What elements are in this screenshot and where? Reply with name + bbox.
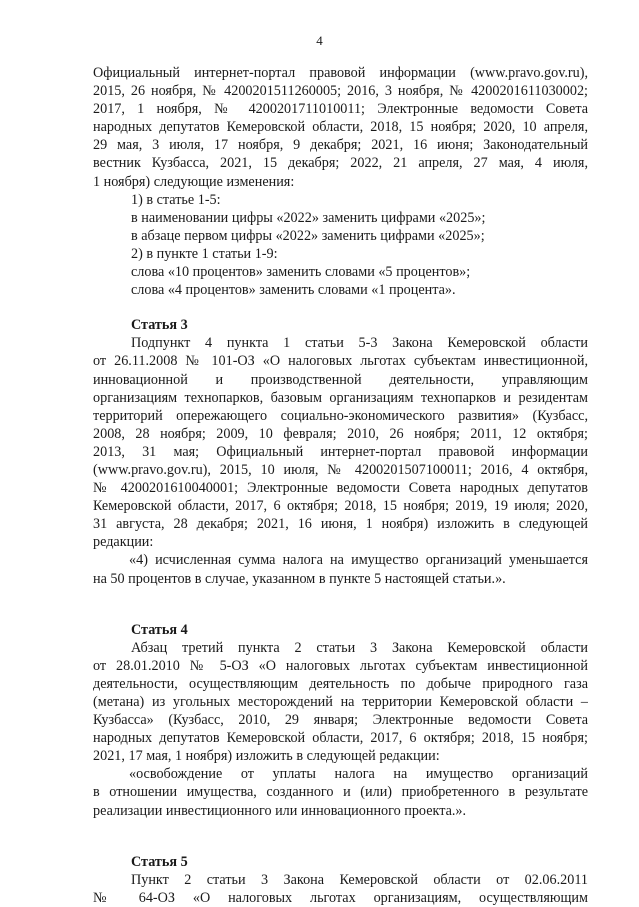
text-line: на 50 процентов в случае, указанном в пункте 5 настоящей статьи.». bbox=[93, 570, 506, 587]
text-line: вестник Кузбасса, 2021, 15 декабря; 2022, 21 апреля, 27 мая, 4 июля, bbox=[93, 155, 588, 172]
article-4-quote bbox=[93, 765, 588, 819]
article-3-text bbox=[93, 334, 588, 551]
text-line: Пункт 2 статьи 3 Закона Кемеровской области от 02.06.2011 bbox=[131, 871, 588, 888]
text-line: инновационной и производственной деятельности, управляющим bbox=[93, 371, 588, 388]
text-line: реализации инвестиционного или инновационного проекта.». bbox=[93, 802, 467, 819]
text-line: 1 ноября) следующие изменения: bbox=[93, 173, 295, 190]
text-line: от 26.11.2008 № 101-ОЗ «О налоговых льготах субъектам инвестиционной, bbox=[93, 353, 588, 370]
text-line: 2017, 1 ноября, № 4200201711010011; Электронные ведомости Совета bbox=[93, 101, 588, 118]
article-4-text bbox=[93, 639, 588, 766]
text-line: № 4200201610040001; Электронные ведомости Совета народных депутатов bbox=[93, 480, 588, 497]
list-item: слова «4 процентов» заменить словами «1 процента». bbox=[131, 282, 456, 299]
list-item: слова «10 процентов» заменить словами «5 процентов»; bbox=[131, 264, 471, 281]
text-line: № 64-ОЗ «О налоговых льготах организациям, осуществляющим bbox=[93, 889, 588, 906]
text-line: Подпункт 4 пункта 1 статьи 5-3 Закона Кемеровской области bbox=[131, 335, 588, 352]
continuation-paragraph bbox=[93, 64, 588, 191]
article-5-heading: Статья 5 bbox=[131, 853, 188, 870]
article-3-quote bbox=[93, 551, 588, 587]
text-line: в отношении имущества, созданного и (или) приобретенного в результате bbox=[93, 784, 588, 801]
text-line: 2021, 17 мая, 1 ноября) изложить в следующей редакции: bbox=[93, 748, 440, 765]
text-line: «4) исчисленная сумма налога на имущество организаций уменьшается bbox=[129, 552, 588, 569]
article-4-heading: Статья 4 bbox=[131, 621, 188, 638]
text-line: 2008, 28 ноября; 2009, 10 февраля; 2010, 26 ноября; 2011, 12 октября; bbox=[93, 425, 588, 442]
text-line: (www.pravo.gov.ru), 2015, 10 июля, № 4200201507100011; 2016, 4 октября, bbox=[93, 461, 588, 478]
article-3-heading: Статья 3 bbox=[131, 317, 188, 334]
text-line: Кемеровской области, 2017, 6 октября; 2018, 15 ноября; 2019, 19 июля; 2020, bbox=[93, 498, 588, 515]
changes-list bbox=[93, 191, 588, 300]
article-5-text bbox=[93, 871, 588, 907]
list-item: в наименовании цифры «2022» заменить цифрами «2025»; bbox=[131, 209, 486, 226]
list-item: в абзаце первом цифры «2022» заменить цифрами «2025»; bbox=[131, 227, 485, 244]
list-item: 2) в пункте 1 статьи 1-9: bbox=[131, 245, 278, 262]
text-line: 31 августа, 28 декабря; 2021, 16 июня, 1 ноября) изложить в следующей bbox=[93, 516, 588, 533]
text-line: «освобождение от уплаты налога на имущество организаций bbox=[129, 766, 588, 783]
text-line: от 28.01.2010 № 5-ОЗ «О налоговых льготах субъектам инвестиционной bbox=[93, 657, 588, 674]
text-line: Официальный интернет-портал правовой информации (www.pravo.gov.ru), bbox=[93, 65, 588, 81]
text-line: 29 мая, 3 июля, 17 ноября, 9 декабря; 2021, 16 июня; Законодательный bbox=[93, 137, 588, 154]
text-line: 2013, 31 мая; Официальный интернет-портал правовой информации bbox=[93, 443, 588, 460]
text-line: Абзац третий пункта 2 статьи 3 Закона Кемеровской области bbox=[131, 639, 588, 656]
document-body bbox=[93, 64, 588, 907]
text-line: территорий опережающего социально-экономического развития» (Кузбасс, bbox=[93, 407, 588, 424]
text-line: (метана) из угольных месторождений на территории Кемеровской области – bbox=[93, 694, 588, 710]
text-line: народных депутатов Кемеровской области, 2018, 15 ноября; 2020, 10 апреля, bbox=[93, 119, 588, 136]
text-line: организациям технопарков, базовым организациям технопарков и резидентам bbox=[93, 389, 588, 406]
text-line: деятельности, осуществляющим деятельность по добыче природного газа bbox=[93, 675, 588, 692]
text-line: народных депутатов Кемеровской области, 2017, 6 октября; 2018, 15 ноября; bbox=[93, 730, 588, 747]
text-line: Кузбасса» (Кузбасс, 2010, 29 января; Электронные ведомости Совета bbox=[93, 712, 588, 729]
text-line: 2015, 26 ноября, № 4200201511260005; 2016, 3 ноября, № 4200201611030002; bbox=[93, 83, 588, 100]
text-line: редакции: bbox=[93, 534, 154, 551]
list-item: 1) в статье 1-5: bbox=[131, 191, 221, 208]
page-number: 4 bbox=[316, 33, 323, 48]
